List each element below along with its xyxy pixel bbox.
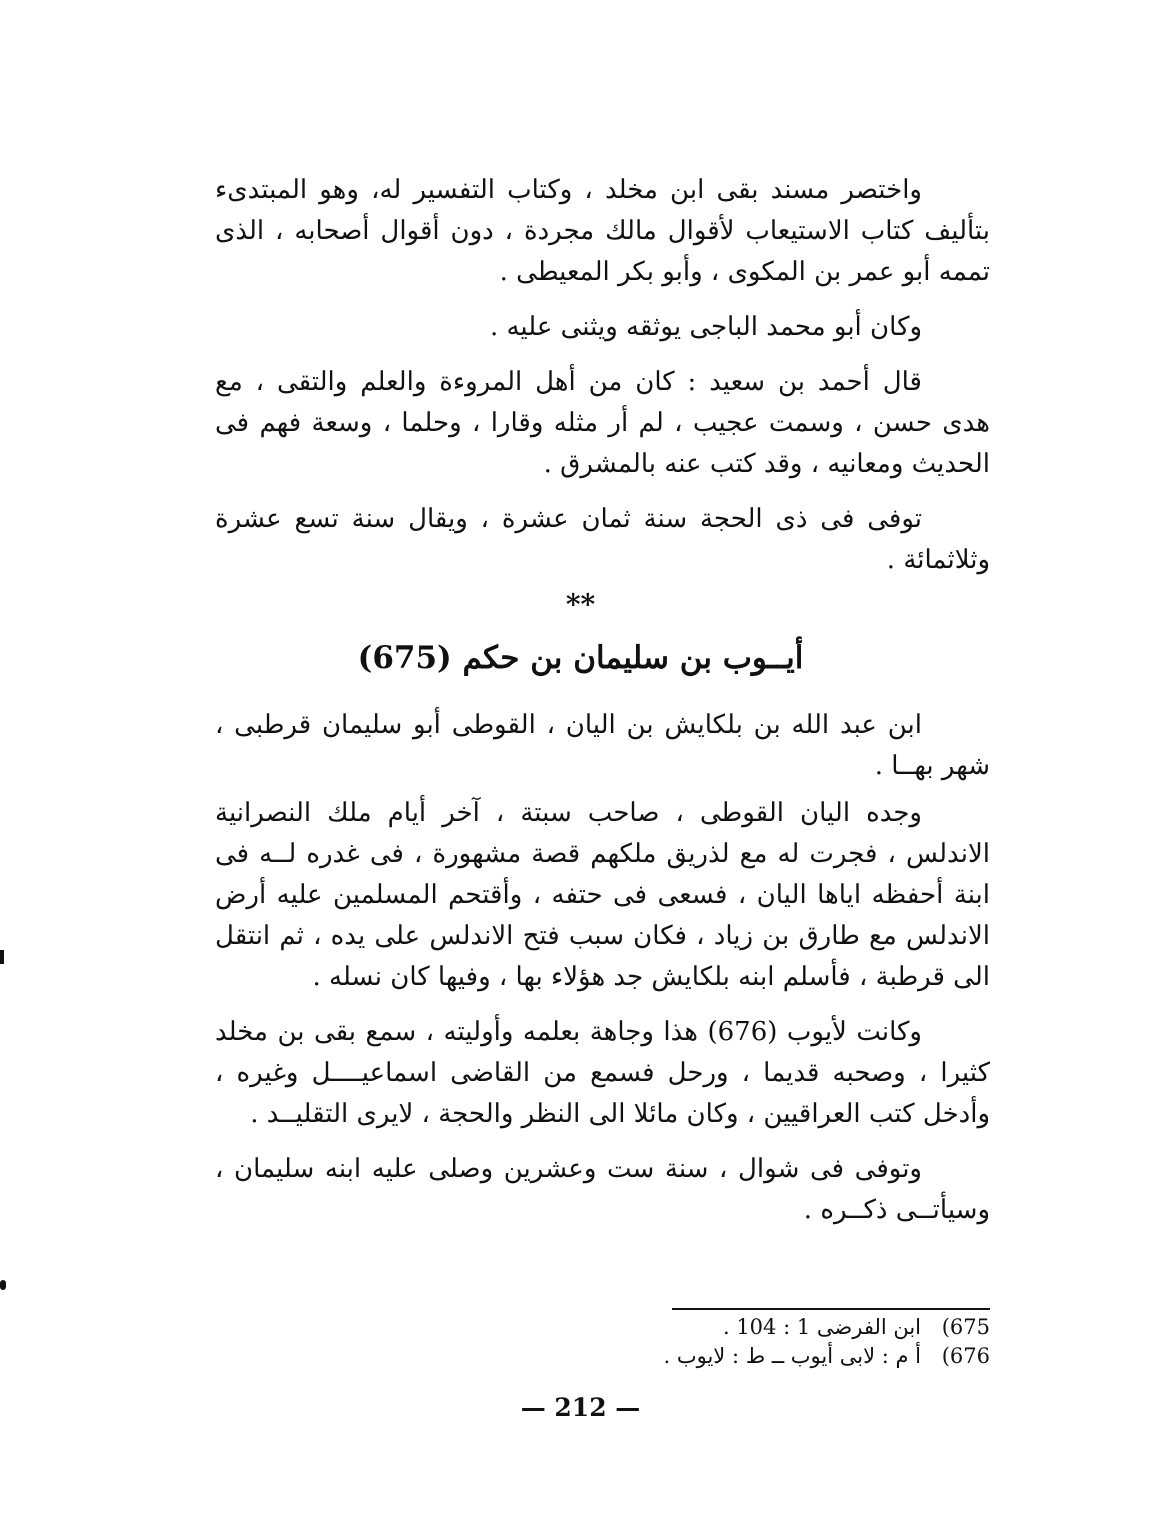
- paragraph-grandfather: وجده اليان القوطى ، صاحب سبتة ، آخر أيام ملك النصرانية الاندلس ، فجرت له مع لذريق ملكهم قصة مشهورة ، فى غدره لــه فى ابنة أحفظه اياها اليان ، فسعى فى حتفه ، وأقتحم المسلمين عليه أرض الاندلس مع طارق بن زياد ، فكان سبب فتح الاندلس على يده ، ثم انتقل الى قرطبة ، فأسلم ابنه بلكايش جد هؤلاء بها ، وفيها كان نسله .: [215, 798, 990, 992]
- section-previous-entry: [215, 170, 990, 595]
- paragraph-lineage: ابن عبد الله بن بلكايش بن اليان ، القوطى أبو سليمان قرطبى ، شهر بهــا .: [215, 710, 990, 781]
- footnote-text: ابن الفرضى 1 : 104 .: [722, 1315, 922, 1339]
- section-separator: **: [565, 588, 596, 621]
- footnote-number: 676): [941, 1344, 990, 1368]
- page-number: — 212 —: [520, 1393, 641, 1422]
- footnote-divider: [672, 1308, 990, 1310]
- footnotes: [560, 1313, 990, 1371]
- paragraph-scholarship: وكانت لأيوب (676) هذا وجاهة بعلمه وأوليته ، سمع بقى بن مخلد كثيرا ، وصحبه قديما ، ورحل فسمع من القاضى اسماعيــــل وغيره ، وأدخل كتب العراقيين ، وكان مائلا الى النظر والحجة ، لايرى التقليــد .: [215, 1017, 990, 1129]
- paragraph-works: واختصر مسند بقى ابن مخلد ، وكتاب التفسير له، وهو المبتدىء بتأليف كتاب الاستيعاب لأقوال مالك مجردة ، دون أقوال أصحابه ، الذى تممه أبو عمر بن المكوى ، وأبو بكر المعيطى .: [215, 175, 990, 287]
- scan-speck: [0, 950, 4, 964]
- paragraph-death-previous: توفى فى ذى الحجة سنة ثمان عشرة ، ويقال سنة تسع عشرة وثلاثمائة .: [215, 504, 990, 575]
- footnote-number: 675): [941, 1315, 990, 1339]
- paragraph-ahmad-ibn-said: قال أحمد بن سعيد : كان من أهل المروءة والعلم والتقى ، مع هدى حسن ، وسمت عجيب ، لم أر مثله وقارا ، وحلما ، وسعة فهم فى الحديث ومعانيه ، وقد كتب عنه بالمشرق .: [215, 367, 990, 479]
- entry-heading: أيــوب بن سليمان بن حكم (675): [357, 640, 804, 676]
- section-ayyub-entry: [215, 705, 990, 1245]
- scan-speck: [0, 1280, 6, 1290]
- footnote-676: [560, 1342, 990, 1371]
- footnote-text: أ م : لابى أيوب ــ ط : لايوب .: [663, 1344, 922, 1368]
- paragraph-albaji: وكان أبو محمد الباجى يوثقه ويثنى عليه .: [489, 312, 922, 342]
- paragraph-death-ayyub: وتوفى فى شوال ، سنة ست وعشرين وصلى عليه ابنه سليمان ، وسيأتــى ذكــره .: [215, 1154, 990, 1225]
- footnote-675: [560, 1313, 990, 1342]
